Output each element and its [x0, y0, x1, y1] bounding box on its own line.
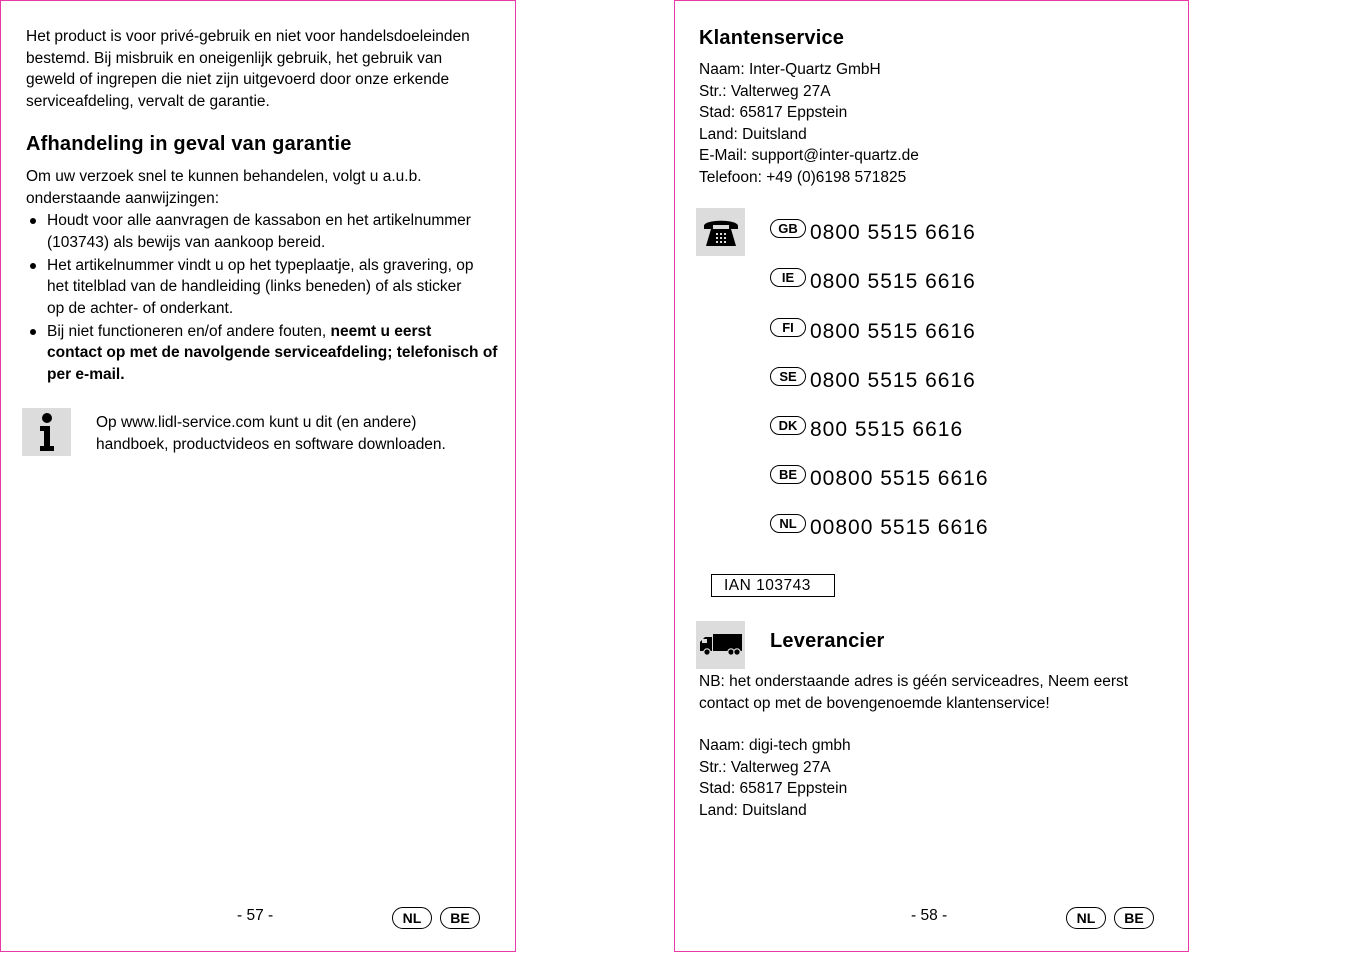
phone-row-nl	[770, 513, 989, 543]
country-badge: DK	[770, 416, 806, 435]
list-item	[26, 321, 501, 386]
page-number: - 57 -	[237, 907, 274, 924]
ian-number-box: IAN 103743	[711, 574, 835, 597]
text-line: onderstaande aanwijzingen:	[26, 189, 220, 207]
telephone-icon-glyph	[702, 215, 740, 249]
text-line: Houdt voor alle aanvragen de kassabon en het artikelnummer	[47, 212, 471, 229]
email-text: E-Mail: support@inter-quartz.de	[699, 147, 919, 164]
text-line: geweld of ingrepen die niet zijn uitgevoerd door onze erkende	[26, 71, 450, 88]
phone-number: 800 5515 6616	[810, 418, 964, 441]
info-icon-glyph	[32, 412, 62, 452]
warranty-heading: Afhandeling in geval van garantie	[26, 133, 352, 155]
list-item	[26, 210, 501, 253]
telephone-icon	[696, 208, 745, 256]
text-line: Naam: Inter-Quartz GmbH	[699, 61, 881, 78]
lang-badge-be: BE	[440, 907, 480, 929]
phone-row-se	[770, 366, 976, 396]
country-badge: NL	[770, 514, 806, 533]
text-line: Het artikelnummer vindt u op het typeplaatje, als gravering, op	[47, 256, 474, 274]
phone-number: 00800 5515 6616	[810, 467, 989, 490]
intro-paragraph	[26, 26, 496, 112]
text-line: Om uw verzoek snel te kunnen behandelen, volgt u a.u.b.	[26, 168, 422, 185]
text-line: Stad: 65817 Eppstein	[699, 104, 848, 121]
bold-text: contact op met de navolgende serviceafdeling; telefonisch of	[47, 344, 498, 361]
text-line: Str.: Valterweg 27A	[699, 82, 831, 100]
supplier-heading: Leverancier	[770, 630, 885, 652]
text-span: Bij niet functioneren en/of andere fouten,	[47, 322, 331, 340]
bold-text: neemt u eerst	[330, 322, 432, 340]
country-badge: SE	[770, 367, 806, 386]
text-line: Stad: 65817 Eppstein	[699, 780, 848, 797]
text-line: Land: Duitsland	[699, 801, 807, 819]
text-line: Op www.lidl-service.com kunt u dit (en andere)	[96, 414, 417, 431]
info-icon	[22, 408, 71, 456]
instruction-text	[26, 166, 496, 209]
bold-text: per e-mail.	[47, 365, 125, 383]
phone-row-gb	[770, 218, 976, 248]
lang-badge-be: BE	[1114, 907, 1154, 929]
text-line: contact op met de bovengenoemde klantenservice!	[699, 694, 1050, 712]
truck-icon	[696, 621, 745, 669]
country-badge: BE	[770, 465, 806, 484]
phone-row-ie	[770, 267, 976, 297]
phone-number: 00800 5515 6616	[810, 516, 989, 539]
lang-badge-nl: NL	[392, 907, 432, 929]
phone-number: 0800 5515 6616	[810, 320, 976, 343]
truck-icon-glyph	[699, 632, 743, 658]
text-line: Land: Duitsland	[699, 125, 807, 143]
text-line: op de achter- of onderkant.	[47, 299, 234, 317]
country-badge: FI	[770, 318, 806, 337]
text-line: NB: het onderstaande adres is géén serviceadres, Neem eerst	[699, 673, 1129, 690]
phone-number: 0800 5515 6616	[810, 270, 976, 293]
phone-row-be	[770, 464, 989, 494]
phone-row-fi	[770, 317, 976, 347]
text-line: handboek, productvideos en software downloaden.	[96, 435, 446, 453]
text-line: bestemd. Bij misbruik en oneigenlijk gebruik, het gebruik van	[26, 49, 443, 67]
list-item	[26, 255, 501, 320]
page-number: - 58 -	[911, 907, 948, 924]
phone-number: 0800 5515 6616	[810, 221, 976, 244]
phone-text: Telefoon: +49 (0)6198 571825	[699, 168, 907, 186]
text-line: het titelblad van de handleiding (links beneden) of als sticker	[47, 278, 462, 295]
supplier-note	[699, 671, 1169, 714]
text-line: (103743) als bewijs van aankoop bereid.	[47, 233, 326, 251]
text-line: Het product is voor privé-gebruik en niet voor handelsdoeleinden	[26, 28, 470, 45]
country-badge: GB	[770, 219, 806, 238]
lang-badge-nl: NL	[1066, 907, 1106, 929]
country-badge: IE	[770, 268, 806, 287]
service-address	[699, 59, 1169, 188]
text-line: Naam: digi-tech gmbh	[699, 737, 851, 754]
text-line: serviceafdeling, vervalt de garantie.	[26, 92, 270, 110]
phone-number: 0800 5515 6616	[810, 369, 976, 392]
supplier-address	[699, 735, 1169, 821]
instruction-list	[26, 210, 501, 387]
text-line: Str.: Valterweg 27A	[699, 758, 831, 776]
info-note	[96, 412, 496, 455]
customer-service-heading: Klantenservice	[699, 27, 845, 49]
phone-row-dk	[770, 415, 963, 445]
